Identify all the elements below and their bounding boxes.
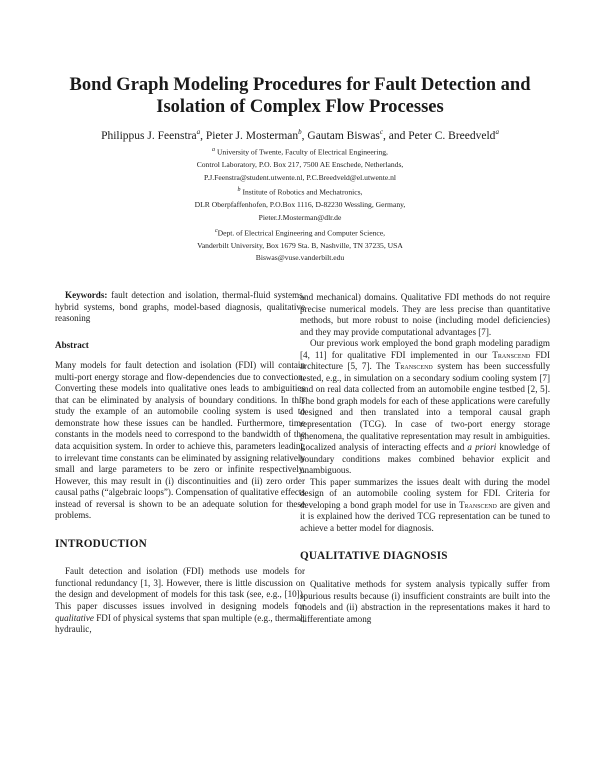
abstract-heading: Abstract (55, 339, 89, 350)
left-column (55, 290, 305, 636)
introduction-heading: INTRODUCTION (55, 537, 147, 550)
affiliation-line: $^c$Dept. of Electrical Engineering and Computer Science, (214, 227, 386, 238)
title-line-2: Isolation of Complex Flow Processes (156, 97, 444, 117)
affiliation-line: Control Laboratory, P.O. Box 217, 7500 AE Enschede, Netherlands, (196, 160, 404, 170)
affiliation-line: Vanderbilt University, Box 1679 Sta. B, Nashville, TN 37235, USA (197, 240, 403, 250)
affiliations (60, 144, 540, 265)
affiliation-line: DLR Oberpfaffenhofen, P.O.Box 1116, D-82230 Wessling, Germany, (194, 200, 406, 210)
affiliation-line: $^b$ Institute of Robotics and Mechatronics, (237, 187, 363, 197)
paragraph: This paper summarizes the issues dealt with during the model design of an automobile cooling system for FDI. Criteria for developing a bond graph model for use in Transcend are given and it is explained how the derived TCG representation can be tuned to achieve a better model for diagnosis. (300, 476, 550, 533)
paragraph: Qualitative methods for system analysis typically suffer from spurious results because (i) insufficient constraints are built into the models and (ii) abstraction in the representations makes it hard to differentiate among (300, 579, 550, 624)
paragraph: and mechanical) domains. Qualitative FDI methods do not require precise numerical models. They are less precise than quantitative methods, but more robust to noise (including model deficiencies) and they may provide computational advantages [7]. (300, 292, 550, 337)
author: Philippus J. Feenstra$^a$, (101, 128, 206, 142)
affiliation-email: Pieter.J.Mosterman@dlr.de (258, 213, 342, 223)
introduction-paragraph: Fault detection and isolation (FDI) methods use models for functional redundancy [1, 3]. However, there is little discussion on the design and development of models for this task (see, e.g., [10]). This paper discusses issues involved in designing models for qualitative FDI of physical systems that span multiple (e.g., thermal, hydraulic, (55, 566, 305, 635)
paragraph: Our previous work employed the bond graph modeling paradigm [4, 11] for qualitative FDI implemented in our Transcend FDI architecture [5, 7]. The Transcend system has been successfully tested, e.g., in simulation on a secondary sodium cooling system [7] and on real data collected from an automobile engine testbed [2, 5]. The bond graph models for each of these applications were carefully designed and then translated into a temporal causal graph representation (TCG). In case of two-port energy storage phenomena, the qualitative representation may result in ambiguities. Localized analysis of interacting effects and a priori knowledge of boundary conditions makes combined behavior explicit and unambiguous. (300, 338, 550, 476)
keywords: Keywords: fault detection and isolation, thermal-fluid systems, hybrid systems, bond graphs, model-based diagnosis, qualitative reasoning (55, 290, 305, 324)
title-line-1: Bond Graph Modeling Procedures for Fault Detection and (69, 75, 531, 95)
qualitative-diagnosis-heading: QUALITATIVE DIAGNOSIS (300, 550, 448, 563)
author: Pieter J. Mosterman$^b$, (205, 128, 308, 142)
abstract-text: Many models for fault detection and isolation (FDI) will contain multi-port energy storage and flow-dependencies due to convection. Converting these models into qualitative ones leads to ambiguities that can be eliminated by analysis of boundary conditions. In this study the example of an automobile cooling system is used to demonstrate how these issues can be handled. Furthermore, time constants in the models need to correspond to the bandwidth of the data acquisition system. In order to achieve this, parameters leading to irrelevant time constants can be eliminated by assigning relatively small and large parameters to be zero or infinite respectively. However, this may result in (i) discontinuities and (ii) zero order causal paths (“algebraic loops”). Compensation of qualitative effects instead of reversal is shown to be an adequate solution for these problems. (55, 360, 305, 521)
paper-title (40, 74, 560, 118)
author: Gautam Biswas$^c$, and (307, 128, 409, 142)
affiliation-email: Biswas@vuse.vanderbilt.edu (255, 253, 345, 263)
affiliation-line: $^a$ University of Twente, Faculty of Electrical Engineering, (212, 147, 388, 157)
right-column (300, 292, 550, 625)
author: Peter C. Breedveld$^a$ (408, 128, 499, 142)
affiliation-email: P.J.Feenstra@student.utwente.nl, P.C.Breedveld@el.utwente.nl (204, 172, 396, 182)
author-list (20, 128, 580, 142)
